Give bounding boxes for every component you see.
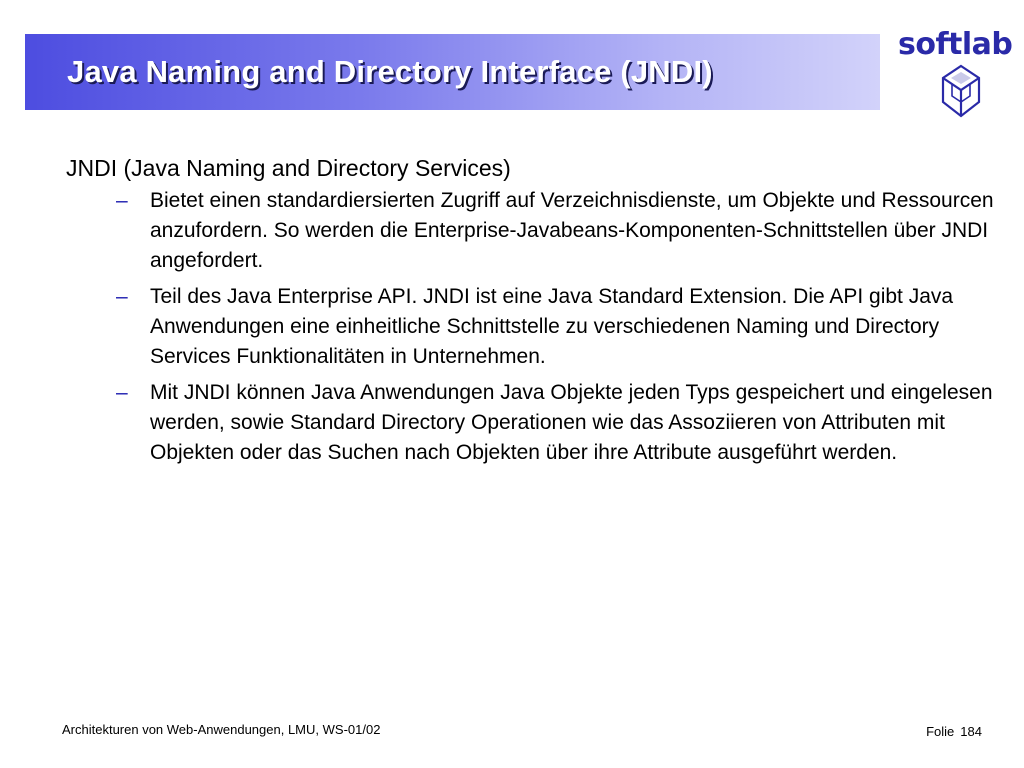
dash-bullet-icon: – [116,381,128,404]
dash-bullet-icon: – [116,285,128,308]
footer-course-info: Architekturen von Web-Anwendungen, LMU, WS-01/02 [62,722,381,737]
sub-bullet-item [66,378,1001,468]
title-bar [25,34,880,110]
logo-text: softlab [898,27,1013,62]
sub-bullet-item [66,282,1001,372]
softlab-logo [898,27,1013,122]
slide-content [66,152,1001,474]
sub-bullet-item [66,186,1001,276]
sub-bullet-text: Teil des Java Enterprise API. JNDI ist eine Java Standard Extension. Die API gibt Java Anwendungen eine einheitliche Schnittstelle zu verschiedenen Naming und Directory Services Funktionalitäten in Unternehmen. [150,285,954,368]
sub-bullet-text: Bietet einen standardiersierten Zugriff auf Verzeichnisdienste, um Objekte und Ressourcen anzufordern. So werden die Enterprise-Javabeans-Komponenten-Schnittstellen über JNDI angefordert. [150,189,994,272]
footer-page-info [926,724,982,739]
footer-folie-label: Folie [926,724,955,739]
main-bullet: JNDI (Java Naming and Directory Services) [66,155,511,181]
softlab-cube-logo-icon [941,64,981,118]
sub-bullet-text: Mit JNDI können Java Anwendungen Java Objekte jeden Typs gespeichert und eingelesen werden, sowie Standard Directory Operationen wie das Assoziieren von Attributen mit Objekten oder das Suchen nach Objekten über ihre Attribute ausgeführt werden. [150,381,993,464]
footer-page-number: 184 [960,724,982,739]
slide-title: Java Naming and Directory Interface (JNDI) [67,54,713,89]
sub-bullet-list [66,186,1001,468]
dash-bullet-icon: – [116,189,128,212]
